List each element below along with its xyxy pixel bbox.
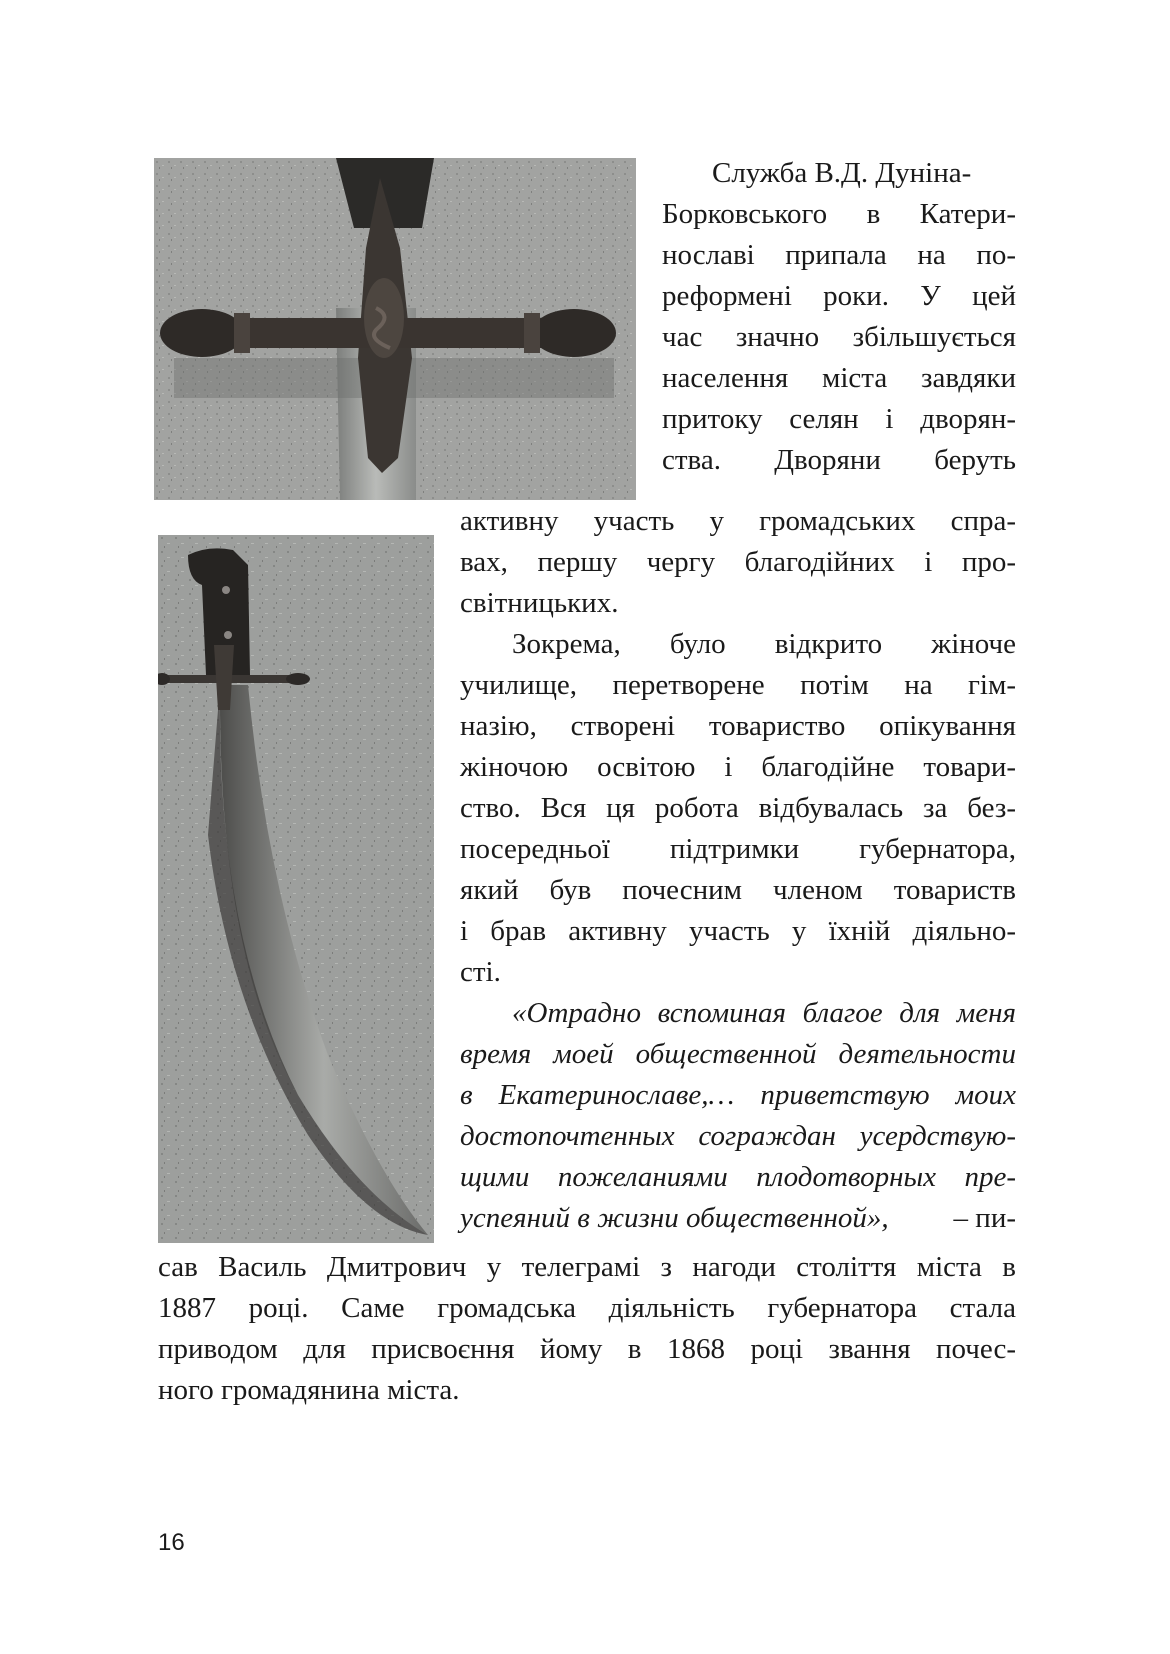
curved-sabre-illustration [158, 535, 434, 1243]
text-line: який був почесним членом товариств [460, 874, 1016, 906]
text-line: ство. Вся ця робота відбувалась за без- [460, 792, 1016, 824]
quote-line: в Екатеринославе,… приветствую моих [460, 1079, 1016, 1111]
text-line: приводом для присвоєння йому в 1868 році звання почес- [158, 1333, 1016, 1365]
text-line: населення міста завдяки [662, 362, 1016, 394]
quote-line: время моей общественной деятельности [460, 1038, 1016, 1070]
quote-line: щими пожеланиями плодотворных пре- [460, 1161, 1016, 1193]
page-number: 16 [158, 1529, 185, 1556]
text-line: час значно збільшується [662, 321, 1016, 353]
curved-sabre-photo [158, 535, 434, 1243]
text-line: Зокрема, було відкрито жіноче [512, 628, 1016, 660]
text-line: світницьких. [460, 587, 619, 619]
text-line: активну участь у громадських спра- [460, 505, 1016, 537]
attribution-start: – пи- [953, 1202, 1016, 1234]
text-line: Борковського в Катери- [662, 198, 1016, 230]
text-line: вах, першу чергу благодійних і про- [460, 546, 1016, 578]
sabre-hilt-illustration [154, 158, 636, 500]
quote-end: успеяний в жизни общественной», [460, 1202, 889, 1234]
text-line: ства. Дворяни беруть [662, 444, 1016, 476]
text-line: назію, створені товариство опікування [460, 710, 1016, 742]
text-line: 1887 році. Саме громадська діяльність губернатора стала [158, 1292, 1016, 1324]
text-line: і брав активну участь у їхній діяльно- [460, 915, 1016, 947]
text-line: посередньої підтримки губернатора, [460, 833, 1016, 865]
sabre-hilt-photo [154, 158, 636, 500]
text-line: жіночою освітою і благодійне товари- [460, 751, 1016, 783]
quote-line: «Отрадно вспоминая благое для меня [512, 997, 1016, 1029]
text-line: нославі припала на по- [662, 239, 1016, 271]
quote-line-with-attribution [460, 1198, 1016, 1238]
text-line: притоку селян і дворян- [662, 403, 1016, 435]
text-line: реформені роки. У цей [662, 280, 1016, 312]
text-line: училище, перетворене потім на гім- [460, 669, 1016, 701]
text-line: сав Василь Дмитрович у телеграмі з нагоди століття міста в [158, 1251, 1016, 1283]
quote-line: достопочтенных сограждан усердствую- [460, 1120, 1016, 1152]
text-line: ного громадянина міста. [158, 1374, 460, 1406]
text-line: Служба В.Д. Дуніна- [712, 157, 972, 189]
text-line: сті. [460, 956, 501, 988]
